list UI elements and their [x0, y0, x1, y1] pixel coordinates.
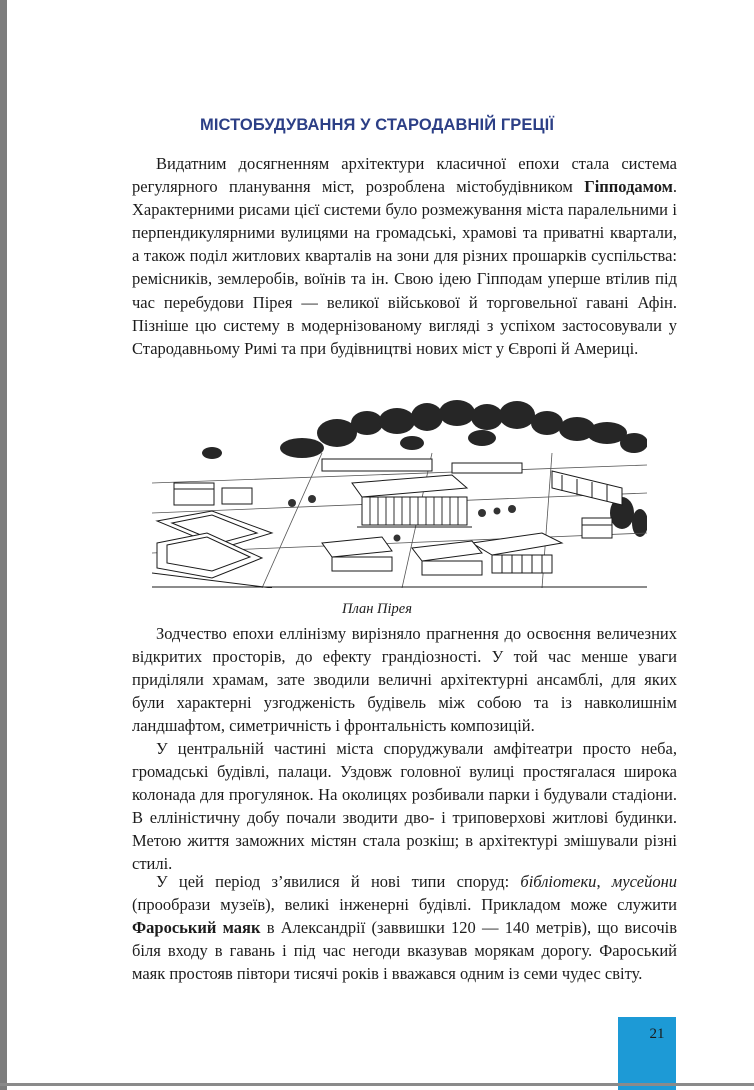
piraeus-illustration: [152, 393, 647, 588]
bottom-rule: [0, 1083, 754, 1086]
paragraph1-text-b: . Характерними рисами цієї системи було розмежування міста паралельними і перпендикулярними вулицями на громадські, храмові та приватні квартали, а також поділ житлових кварталів на зони для різних прошарків суспільства: ремісників, землеробів, воїнів та ін. Свою ідею Гіпподам уперше втілив під час перебудови Пірея — великої військової й торговельної гавані Афін. Пізніше цю систему в модернізованому вигляді з успіхом застосовували у Стародавньому Римі та при будівництві нових міст у Європі й Америці.: [132, 177, 677, 358]
term-hippodamus: Гіпподамом: [584, 177, 673, 197]
term-libraries: бібліотеки: [520, 872, 597, 891]
paragraph4-text-b: (прообрази музеїв), великі інженерні будівлі. Прикладом може служити: [132, 895, 677, 915]
paragraph4-text-a: У цей період з’явилися й нові типи споруд:: [156, 872, 521, 891]
term-museions: мусейони: [611, 872, 678, 891]
central-temple: [352, 475, 472, 527]
page-number-box: [618, 1017, 676, 1090]
paragraph1-text-a: Видатним досягненням архітектури класичної епохи стала система регулярного планування міст, розроблена містобудівником: [132, 154, 677, 197]
paragraph4-text-c: в Александрії (заввишки 120 — 140 метрів), що височів біля входу в гавань і під час негоди вказував морякам дорогу. Фароський маяк простояв півтори тисячі років і вважався одним із семи чудес світу.: [132, 918, 678, 984]
paragraph4-comma: ,: [596, 872, 612, 891]
left-buildings: [152, 483, 272, 588]
paragraph-hippodamus: [132, 152, 677, 360]
page-title: МІСТОБУДУВАННЯ У СТАРОДАВНІЙ ГРЕЦІЇ: [199, 116, 554, 134]
term-pharos-lighthouse: Фароський маяк: [132, 918, 261, 938]
left-margin-rule: [0, 0, 7, 1090]
page-number: 21: [649, 1026, 665, 1042]
paragraph-hellenism: Зодчество епохи еллінізму вирізняло прагнення до освоєння величезних відкритих просторів, до ефекту грандіозності. У той час менше уваги приділяли храмам, зате зводили величні архітектурні ансамблі, для яких були характерні узгодженість будівель між собою та із навколишнім ландшафтом, симетричність і фронтальність композицій.: [132, 624, 677, 736]
paragraph-new-buildings: [132, 870, 677, 985]
figure-caption: План Пірея: [342, 601, 412, 617]
paragraph-city-center: У центральній частині міста споруджували амфітеатри просто неба, громадські будівлі, палаци. Уздовж головної вулиці простягалася широка колонада для прогулянок. На околицях розбивали парки і будували стадіони. В елліністичну добу почали зводити дво- і триповерхові житлові будинки. Метою життя заможних містян стала розкіш; в архітектурі змішували різні стилі.: [132, 739, 677, 874]
